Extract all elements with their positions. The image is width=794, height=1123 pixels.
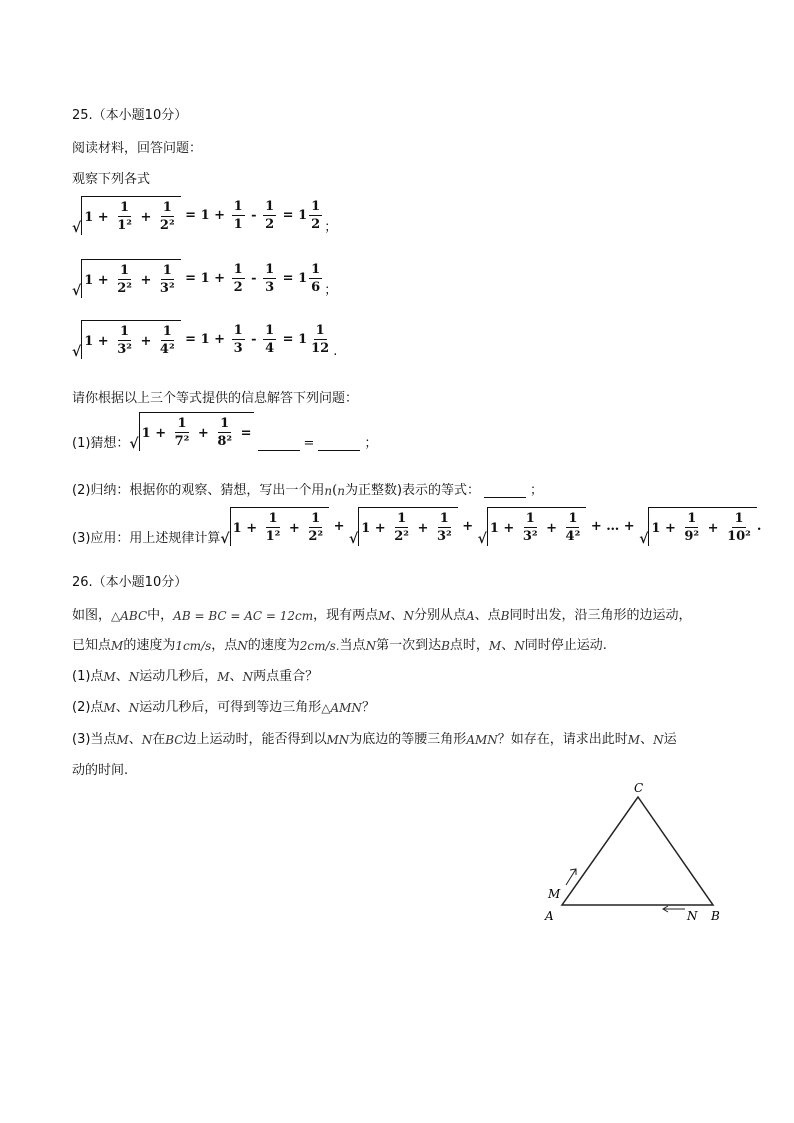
math-symbol: N xyxy=(365,639,377,653)
q25-prompt: 请你根据以上三个等式提供的信息解答下列问题： xyxy=(72,391,359,406)
answer-blank xyxy=(484,485,526,498)
math-text: + xyxy=(135,272,156,288)
math-text: = xyxy=(236,425,252,441)
q26-header: 26.（本小题10分） xyxy=(72,575,188,590)
equals: = xyxy=(303,436,315,451)
fraction xyxy=(158,199,177,235)
q25-observe: 观察下列各式 xyxy=(72,172,151,187)
text: ？ xyxy=(361,700,375,715)
equation-2 xyxy=(72,259,337,298)
math-symbol: M xyxy=(111,639,124,653)
math-text: 1 + xyxy=(361,520,391,536)
fraction xyxy=(725,510,753,546)
q26-sub2 xyxy=(72,696,375,715)
square-root xyxy=(349,507,458,546)
math-text: . xyxy=(756,519,762,534)
denominator: 10² xyxy=(727,529,751,544)
q25-header: 25.（本小题10分） xyxy=(72,108,188,123)
punct: ； xyxy=(324,220,338,235)
fraction xyxy=(263,198,276,234)
denominator: 1² xyxy=(117,218,132,233)
text: (2)点 xyxy=(72,700,104,715)
radical-sign: √ xyxy=(72,283,82,299)
numerator: 1 xyxy=(311,198,321,214)
fraction xyxy=(158,323,177,359)
radicand xyxy=(358,507,457,546)
denominator: 2² xyxy=(308,529,324,544)
denominator: 1 xyxy=(233,216,243,232)
numerator: 1 xyxy=(162,324,172,339)
paren: ( xyxy=(332,483,338,498)
text: 分别从点 xyxy=(413,608,466,623)
fraction xyxy=(263,322,276,358)
part-text: (2)归纳：根据你的观察、猜想，写出一个用 xyxy=(72,483,325,498)
fraction xyxy=(215,415,234,451)
denominator: 4 xyxy=(265,340,275,356)
math-symbol: 2cm/s. xyxy=(299,639,340,653)
text: 已知点 xyxy=(72,638,112,653)
fraction xyxy=(232,261,245,297)
equation xyxy=(129,412,253,451)
q25-part2 xyxy=(72,479,543,498)
equation xyxy=(220,507,761,546)
fraction xyxy=(309,322,331,358)
denominator: 4² xyxy=(565,529,581,544)
denominator: 2 xyxy=(311,216,321,232)
fraction xyxy=(232,198,245,234)
math-text: = 1 xyxy=(278,332,308,347)
math-symbol: MN xyxy=(326,733,350,747)
numerator: 1 xyxy=(734,511,744,526)
text: ？如存在，请求出此时 xyxy=(497,732,628,747)
text: 运动几秒后，可得到等边三角形 xyxy=(139,700,322,715)
label-a: A xyxy=(545,909,554,923)
denominator: 2 xyxy=(265,216,275,232)
numerator: 1 xyxy=(162,200,172,215)
fraction xyxy=(521,510,540,546)
denominator: 2 xyxy=(233,279,243,295)
numerator: 1 xyxy=(525,511,535,526)
fraction xyxy=(682,510,701,546)
square-root xyxy=(72,320,181,359)
denominator: 1² xyxy=(265,529,281,544)
text: ，现有两点 xyxy=(313,608,379,623)
numerator: 1 xyxy=(268,511,278,526)
math-text: 1 + xyxy=(651,520,681,536)
radical-sign: √ xyxy=(72,220,82,236)
text: 边上运动时，能否得到以 xyxy=(183,732,327,747)
text: 、 xyxy=(115,700,129,715)
fraction xyxy=(115,262,134,298)
q25-part1 xyxy=(72,412,377,451)
radical-sign: √ xyxy=(129,436,139,452)
radicand xyxy=(139,412,254,451)
square-root xyxy=(220,507,329,546)
denominator: 3 xyxy=(233,340,243,356)
numerator: 1 xyxy=(311,261,321,277)
text: 、 xyxy=(128,732,142,747)
part-label: (1)猜想： xyxy=(72,436,130,451)
math-symbol: △AMN xyxy=(321,701,362,715)
equation-3 xyxy=(72,320,337,359)
math-text: - xyxy=(246,271,262,286)
equation-1 xyxy=(72,196,337,235)
text: 运动几秒后， xyxy=(139,669,218,684)
text: 、点 xyxy=(474,608,501,623)
text: 、 xyxy=(229,669,243,684)
denominator: 7² xyxy=(174,434,190,449)
label-m: M xyxy=(548,887,561,901)
label-b: B xyxy=(711,909,720,923)
text: 如图， xyxy=(72,608,112,623)
text: 在 xyxy=(152,732,166,747)
radical-sign: √ xyxy=(220,531,230,547)
math-symbol: N xyxy=(128,670,140,684)
text: 两点重合？ xyxy=(253,669,319,684)
text: 的速度为 xyxy=(123,638,176,653)
math-text: = 1 xyxy=(278,208,308,223)
math-text: + xyxy=(135,209,156,225)
radicand xyxy=(648,507,757,546)
numerator: 1 xyxy=(315,322,325,338)
text: 当点 xyxy=(339,638,366,653)
numerator: 1 xyxy=(177,416,187,431)
label-c: C xyxy=(634,781,644,795)
math-symbol: N xyxy=(403,609,414,623)
numerator: 1 xyxy=(233,261,243,277)
fraction xyxy=(173,415,192,451)
denominator: 3² xyxy=(522,529,538,544)
math-text: + … + xyxy=(586,519,640,534)
math-symbol: BC xyxy=(165,733,184,747)
radicand xyxy=(230,507,329,546)
math-text: 1 + xyxy=(84,209,114,225)
punct: ； xyxy=(530,483,544,498)
numerator: 1 xyxy=(233,322,243,338)
numerator: 1 xyxy=(687,511,697,526)
equation xyxy=(72,196,324,235)
denominator: 2² xyxy=(394,529,409,544)
math-text: 1 + xyxy=(84,272,114,288)
numerator: 1 xyxy=(120,200,130,215)
math-text: 1 + xyxy=(84,333,114,349)
math-symbol: N xyxy=(653,733,664,747)
math-symbol: N xyxy=(141,733,153,747)
math-symbol: N xyxy=(237,639,248,653)
answer-blank xyxy=(318,438,360,451)
denominator: 3² xyxy=(159,281,175,296)
q26-sub3 xyxy=(72,728,677,747)
text: 同时出发，沿三角形的边运动， xyxy=(509,608,692,623)
math-symbol: B xyxy=(441,639,450,653)
denominator: 12 xyxy=(311,340,330,356)
q26-sub3-cont: 动的时间. xyxy=(72,763,129,778)
punct: ； xyxy=(324,283,338,298)
math-symbol: B xyxy=(500,609,510,623)
equation xyxy=(72,320,333,359)
denominator: 3² xyxy=(117,342,132,357)
text: 的速度为 xyxy=(247,638,300,653)
math-symbol: M xyxy=(378,609,391,623)
radicand xyxy=(81,259,180,298)
numerator: 1 xyxy=(265,261,275,277)
punct: ； xyxy=(364,436,378,451)
text: ，点 xyxy=(211,638,238,653)
numerator: 1 xyxy=(162,263,172,278)
math-text: 1 + xyxy=(489,520,519,536)
math-text: = 1 + xyxy=(180,271,230,286)
text: 点时， xyxy=(449,638,489,653)
square-root xyxy=(129,412,253,451)
fraction xyxy=(435,510,454,546)
q25-intro: 阅读材料，回答问题： xyxy=(72,141,203,156)
math-text: + xyxy=(135,333,156,349)
radicand xyxy=(81,320,180,359)
text: 中， xyxy=(147,608,174,623)
math-text: = 1 + xyxy=(180,208,230,223)
math-symbol: N xyxy=(242,670,254,684)
text: 、 xyxy=(390,608,404,623)
fraction xyxy=(264,510,283,546)
text: (3)当点 xyxy=(72,732,117,747)
numerator: 1 xyxy=(120,324,130,339)
q26-sub1 xyxy=(72,665,318,684)
denominator: 6 xyxy=(311,279,321,295)
fraction xyxy=(115,323,134,359)
math-text: 1 + xyxy=(141,425,171,441)
math-symbol: M xyxy=(103,670,116,684)
fraction xyxy=(309,198,322,234)
numerator: 1 xyxy=(568,511,578,526)
radical-sign: √ xyxy=(72,344,82,360)
square-root xyxy=(72,259,181,298)
math-symbol: N xyxy=(514,639,525,653)
math-text: = 1 xyxy=(278,271,308,286)
variable-n: n xyxy=(337,484,345,498)
fraction xyxy=(564,510,583,546)
denominator: 2² xyxy=(159,218,175,233)
radical-sign: √ xyxy=(477,531,487,547)
math-symbol: N xyxy=(128,701,140,715)
math-text: 1 + xyxy=(232,520,262,536)
fraction xyxy=(309,261,322,297)
square-root xyxy=(478,507,587,546)
text: 第一次到达 xyxy=(376,638,442,653)
numerator: 1 xyxy=(220,416,230,431)
radical-sign: √ xyxy=(349,531,359,547)
text: 、 xyxy=(501,638,515,653)
q25-part3 xyxy=(72,507,761,546)
equation xyxy=(72,259,324,298)
math-symbol: AB = BC = AC = 12cm xyxy=(173,609,314,623)
denominator: 2² xyxy=(117,281,132,296)
math-symbol: AMN xyxy=(466,733,498,747)
numerator: 1 xyxy=(233,198,243,214)
denominator: 4² xyxy=(159,342,175,357)
fraction xyxy=(306,510,325,546)
label-n: N xyxy=(687,909,698,923)
punct: . xyxy=(333,344,338,359)
variable-n: n xyxy=(324,484,333,498)
square-root xyxy=(72,196,181,235)
math-text: + xyxy=(284,520,305,536)
math-symbol: 1cm/s xyxy=(175,639,212,653)
radicand xyxy=(487,507,586,546)
answer-blank xyxy=(258,438,300,451)
numerator: 1 xyxy=(311,511,321,526)
denominator: 8² xyxy=(217,434,233,449)
numerator: 1 xyxy=(397,511,407,526)
part-text: 为正整数)表示的等式： xyxy=(344,483,481,498)
text: 、 xyxy=(640,732,654,747)
math-text: + xyxy=(329,519,350,534)
fraction xyxy=(263,261,276,297)
q26-line1 xyxy=(72,604,692,623)
radicand xyxy=(81,196,180,235)
math-text: + xyxy=(193,425,214,441)
math-text: + xyxy=(703,520,724,536)
fraction xyxy=(392,510,411,546)
denominator: 9² xyxy=(684,529,700,544)
numerator: 1 xyxy=(120,263,130,278)
numerator: 1 xyxy=(265,198,275,214)
math-symbol: A xyxy=(465,609,475,623)
triangle-abc xyxy=(562,797,713,905)
text: 为底边的等腰三角形 xyxy=(349,732,467,747)
math-symbol: M xyxy=(103,701,116,715)
radical-sign: √ xyxy=(639,531,649,547)
math-symbol: △ABC xyxy=(111,609,148,623)
fraction xyxy=(158,262,177,298)
math-text: - xyxy=(246,332,262,347)
math-text: - xyxy=(246,208,262,223)
math-text: + xyxy=(457,519,478,534)
math-symbol: M xyxy=(217,670,230,684)
text: 、 xyxy=(115,669,129,684)
math-text: + xyxy=(412,520,433,536)
part-label: (3)应用：用上述规律计算 xyxy=(72,531,221,546)
arrow-m xyxy=(566,869,576,885)
math-text: = 1 + xyxy=(180,332,230,347)
math-symbol: M xyxy=(627,733,641,747)
fraction xyxy=(232,322,245,358)
square-root xyxy=(639,507,757,546)
denominator: 3 xyxy=(265,279,275,295)
triangle-figure xyxy=(530,775,740,925)
math-text: + xyxy=(541,520,562,536)
numerator: 1 xyxy=(439,511,449,526)
numerator: 1 xyxy=(265,322,275,338)
fraction xyxy=(115,199,134,235)
q26-line2 xyxy=(72,634,607,653)
text: (1)点 xyxy=(72,669,104,684)
text: 同时停止运动. xyxy=(524,638,607,653)
math-symbol: M xyxy=(488,639,502,653)
denominator: 3² xyxy=(436,529,452,544)
text: 运 xyxy=(663,732,677,747)
math-symbol: M xyxy=(116,733,129,747)
